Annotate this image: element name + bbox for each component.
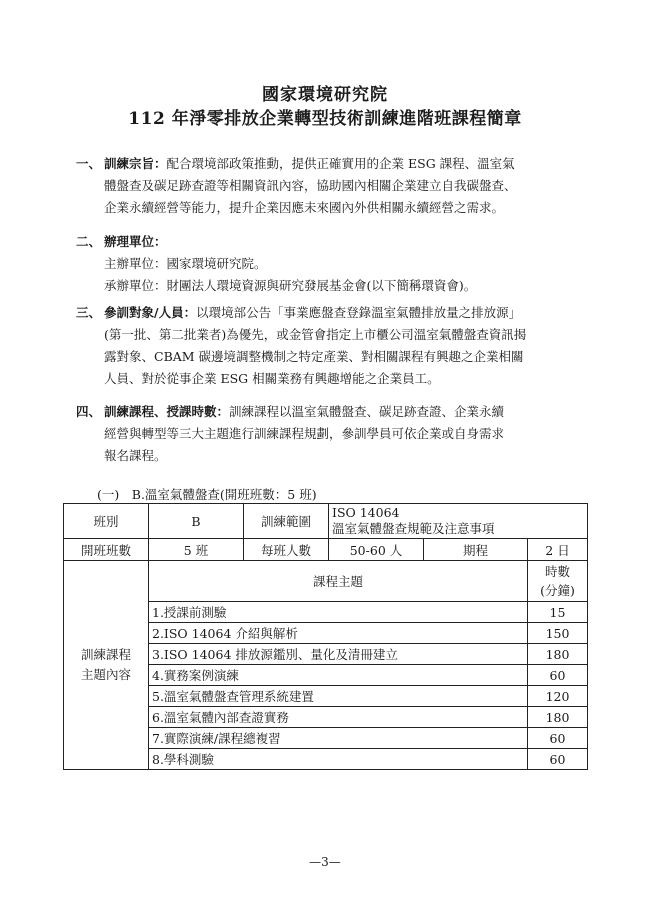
section-line: 配合環境部政策推動，提供正確實用的企業 ESG 課程、溫室氣 [166, 156, 515, 171]
table-caption: (一) B.溫室氣體盤查(開班班數：5 班) [97, 487, 317, 502]
hours-header-line: 時數 [545, 564, 571, 579]
topic-name-cell: 4.實務案例演練 [149, 665, 528, 686]
class-label-cell: 班別 [64, 504, 149, 539]
topic-name-cell: 8.學科測驗 [149, 749, 528, 770]
topic-name-cell: 5.溫室氣體盤查管理系統建置 [149, 686, 528, 707]
section-label: 訓練課程、授課時數 [104, 404, 217, 419]
topic-side-label-cell [64, 561, 149, 770]
section-number: 四、 [76, 404, 102, 419]
topic-minutes-cell: 180 [528, 644, 588, 665]
topic-minutes-cell: 150 [528, 623, 588, 644]
per-class-label-cell: 每班人數 [244, 539, 329, 561]
side-label-line: 訓練課程 [80, 647, 131, 662]
section-body: 參訓對象/人員：以環境部公告「事業應盤查登錄溫室氣體排放量之排放源」 (第一批、第二批業者)為優先，或金管會指定上市櫃公司溫室氣體盤查資訊揭 露對象、CBAM 碳邊境調整機制之特定產業、對相關課程有興趣之企業相關 人員、對於從事企業 ESG 相關業務有興趣增能之企業員工。 [104, 302, 594, 390]
section-number: 二、 [76, 234, 102, 249]
topic-minutes-cell: 120 [528, 686, 588, 707]
side-label-line: 主題內容 [80, 667, 131, 682]
section-line: 報名課程。 [104, 448, 167, 463]
section-body: 辦理單位： 主辦單位：國家環境研究院。 承辦單位：財團法人環境資源與研究發展基金會(以下簡稱環資會)。 [104, 231, 594, 297]
hours-header-line: (分鐘) [540, 583, 575, 598]
section-line: 承辦單位：財團法人環境資源與研究發展基金會(以下簡稱環資會)。 [104, 278, 477, 293]
section-body: 訓練宗旨：配合環境部政策推動，提供正確實用的企業 ESG 課程、溫室氣 體盤查及碳足跡查證等相關資訊內容，協助國內相關企業建立自我碳盤查、 企業永續經營等能力，提升企業因應未來國內外供相關永續經營之需求。 [104, 153, 594, 219]
section-label: 訓練宗旨 [104, 156, 155, 171]
table-row [64, 539, 588, 561]
section-number: 三、 [76, 305, 102, 320]
topic-minutes-cell: 60 [528, 749, 588, 770]
section-line: 人員、對於從事企業 ESG 相關業務有興趣增能之企業員工。 [104, 371, 440, 386]
section-line: 體盤查及碳足跡查證等相關資訊內容，協助國內相關企業建立自我碳盤查、 [104, 178, 517, 193]
duration-label-cell: 期程 [424, 539, 528, 561]
topic-name-cell: 1.授課前測驗 [149, 602, 528, 623]
section-line: 露對象、CBAM 碳邊境調整機制之特定產業、對相關課程有興趣之企業相關 [104, 349, 524, 364]
sessions-label-cell: 開班班數 [64, 539, 149, 561]
section-line: (第一批、第二批業者)為優先，或金管會指定上市櫃公司溫室氣體盤查資訊揭 [104, 327, 527, 342]
section-line: 以環境部公告「事業應盤查登錄溫室氣體排放量之排放源」 [196, 305, 522, 320]
topic-name-cell: 2.ISO 14064 介紹與解析 [149, 623, 528, 644]
topic-minutes-cell: 15 [528, 602, 588, 623]
scope-value-cell [329, 504, 588, 539]
section-number: 一、 [76, 156, 102, 171]
topic-name-cell: 3.ISO 14064 排放源鑑別、量化及清冊建立 [149, 644, 528, 665]
organization-title: 國家環境研究院 [262, 85, 388, 105]
section-line: 經營與轉型等三大主題進行訓練課程規劃，參訓學員可依企業或自身需求 [104, 426, 505, 441]
section-line: 訓練課程以溫室氣體盤查、碳足跡查證、企業永續 [229, 404, 505, 419]
section-label: 參訓對象/人員 [104, 305, 184, 320]
duration-value-cell: 2 日 [528, 539, 588, 561]
table-row [64, 504, 588, 539]
scope-line: ISO 14064 [332, 505, 400, 520]
topic-minutes-cell: 60 [528, 665, 588, 686]
topic-name-cell: 6.溫室氣體內部查證實務 [149, 707, 528, 728]
table-row [64, 561, 588, 602]
section-body: 訓練課程、授課時數：訓練課程以溫室氣體盤查、碳足跡查證、企業永續 經營與轉型等三大主題進行訓練課程規劃，參訓學員可依企業或自身需求 報名課程。 [104, 401, 594, 467]
page-number: —3— [309, 855, 341, 869]
course-table [63, 503, 588, 770]
topic-header-cell: 課程主題 [149, 561, 528, 602]
section-line: 企業永續經營等能力，提升企業因應未來國內外供相關永續經營之需求。 [104, 200, 505, 215]
section-label: 辦理單位 [104, 234, 155, 249]
topic-minutes-cell: 180 [528, 707, 588, 728]
document-title: 112 年淨零排放企業轉型技術訓練進階班課程簡章 [128, 109, 522, 129]
scope-label-cell: 訓練範圍 [244, 504, 329, 539]
topic-minutes-cell: 60 [528, 728, 588, 749]
section-line: 主辦單位：國家環境研究院。 [104, 256, 267, 271]
class-value-cell: B [149, 504, 244, 539]
topic-name-cell: 7.實際演練/課程總複習 [149, 728, 528, 749]
scope-line: 溫室氣體盤查規範及注意事項 [332, 521, 495, 536]
per-class-value-cell: 50-60 人 [329, 539, 424, 561]
hours-header-cell [528, 561, 588, 602]
sessions-value-cell: 5 班 [149, 539, 244, 561]
